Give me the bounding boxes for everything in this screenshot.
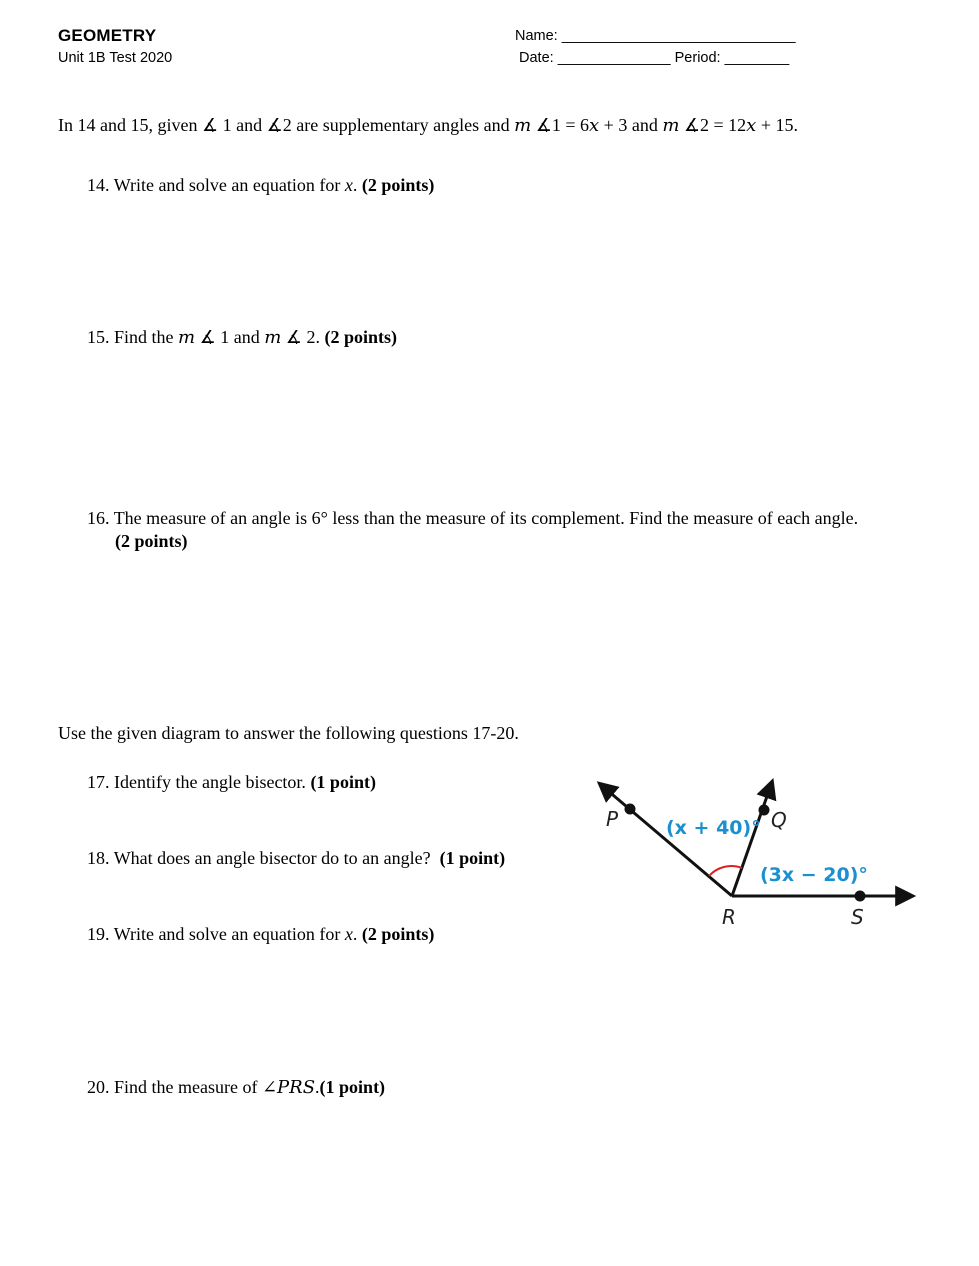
degree-value: 6°: [311, 508, 328, 528]
question-points: (1 point): [319, 1077, 386, 1097]
punctuation: .: [352, 175, 358, 195]
question-text: Write and solve an equation for: [113, 924, 341, 944]
intro-text: In 14 and 15, given ∡ 1 and ∡2 are supplementary angles and: [58, 115, 510, 135]
intro-equation-2: 𝑚 ∡2 = 12𝑥 + 15.: [662, 115, 798, 135]
question-points: (1 point): [310, 772, 376, 792]
label-q: Q: [771, 808, 787, 832]
question-points: (2 points): [361, 924, 435, 944]
date-period-row: [519, 50, 789, 66]
angle-1-measure: 𝑚 ∡ 1: [178, 327, 230, 347]
question-number: 18.: [87, 848, 110, 868]
question-points: (2 points): [115, 531, 188, 551]
question-17: [87, 772, 376, 793]
question-14: [87, 175, 434, 196]
question-18: [87, 848, 505, 869]
question-text: Find the measure of: [114, 1077, 258, 1097]
question-text-cont: less than the measure of its complement. Find the measure of each angle.: [332, 508, 859, 528]
unit-title: Unit 1B Test 2020: [58, 50, 173, 66]
question-text: The measure of an angle is: [113, 508, 308, 528]
diagram-instructions: Use the given diagram to answer the following questions 17-20.: [58, 723, 519, 743]
angle-diagram: [590, 772, 920, 932]
angle-arc: [709, 866, 742, 876]
angle-qrs-label: (3x − 20)°: [760, 864, 868, 886]
date-blank[interactable]: ______________: [557, 50, 671, 66]
intro-equation-1: 𝑚 ∡1 = 6𝑥 + 3: [514, 115, 628, 135]
label-r: R: [722, 905, 736, 929]
question-number: 17.: [87, 772, 110, 792]
question-text: Write and solve an equation for: [113, 175, 341, 195]
course-title: GEOMETRY: [58, 26, 157, 45]
question-text: What does an angle bisector do to an angle?: [113, 848, 431, 868]
conjunction: and: [233, 327, 260, 347]
point-p-dot: [625, 804, 636, 815]
question-number: 15.: [87, 327, 110, 347]
point-s-dot: [855, 891, 866, 902]
punctuation: .: [315, 1077, 320, 1097]
question-points: (2 points): [324, 327, 397, 347]
name-field[interactable]: [515, 28, 796, 44]
variable: x: [344, 924, 353, 944]
variable: x: [344, 175, 353, 195]
ray-rp: [600, 784, 732, 896]
question-text: Identify the angle bisector.: [114, 772, 306, 792]
question-number: 20.: [87, 1077, 110, 1097]
angle-prq-label: (x + 40)°: [666, 817, 761, 839]
period-label: Period:: [674, 50, 721, 66]
period-blank[interactable]: ________: [724, 50, 790, 66]
date-label: Date:: [519, 50, 554, 66]
question-19: [87, 924, 434, 945]
question-15: [87, 327, 397, 348]
question-16-points-line: [115, 531, 188, 552]
punctuation: .: [352, 924, 358, 944]
intro-statement: [58, 115, 798, 136]
intro-joiner: and: [631, 115, 658, 135]
name-blank[interactable]: _____________________________: [561, 28, 796, 44]
question-number: 16.: [87, 508, 110, 528]
question-text: Find the: [114, 327, 174, 347]
label-s: S: [851, 905, 864, 929]
question-points: (1 point): [439, 848, 506, 868]
name-label: Name:: [515, 28, 558, 44]
question-16: [87, 508, 858, 529]
angle-2-measure: 𝑚 ∡ 2.: [264, 327, 320, 347]
label-p: P: [606, 807, 619, 831]
question-points: (2 points): [361, 175, 435, 195]
angle-prs: ∠𝑃𝑅𝑆: [261, 1077, 316, 1097]
question-20: [87, 1077, 385, 1098]
question-number: 14.: [87, 175, 110, 195]
question-number: 19.: [87, 924, 110, 944]
point-q-dot: [759, 805, 770, 816]
